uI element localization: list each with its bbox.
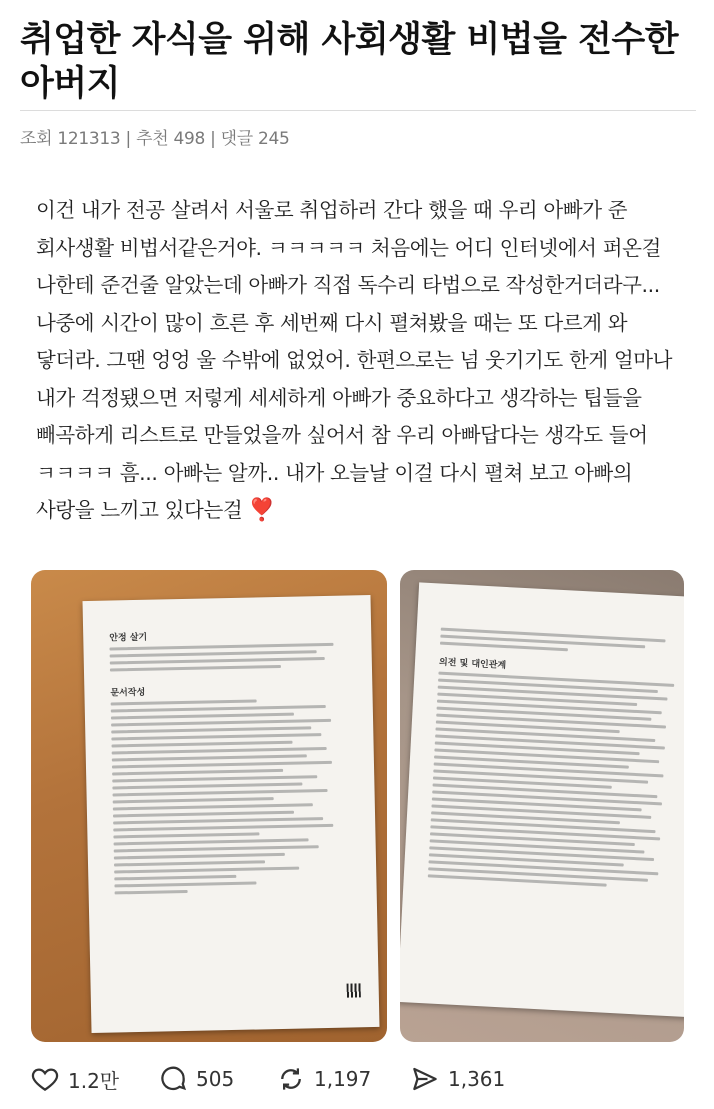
share-button[interactable] (410, 1064, 505, 1094)
qr-code-icon (347, 983, 361, 997)
heart-exclamation-icon: ❣️ (248, 498, 276, 523)
send-icon (410, 1064, 440, 1094)
document-heading: 의전 및 대인관계 (438, 657, 507, 672)
repost-icon (276, 1064, 306, 1094)
comment-count: 댓글 245 (220, 129, 290, 149)
document-heading: 안정 살기 (109, 632, 148, 644)
repost-button[interactable] (276, 1064, 371, 1094)
document-paper (83, 595, 380, 1033)
post-meta (20, 124, 290, 149)
heart-icon (30, 1064, 60, 1094)
post-image-right[interactable] (400, 570, 684, 1042)
post-body-text: 이건 내가 전공 살려서 서울로 취업하러 간다 했을 때 우리 아빠가 준 회사생활 비법서같은거야. ㅋㅋㅋㅋㅋ 처음에는 어디 인터넷에서 퍼온걸 나한테 준건줄 알았는데 아빠가 직접 독수리 타법으로 작성한거더라구... 나중에 시간이 많이 흐른 후 세번째 다시 펼쳐봤을 때는 또 다르게 와 닿더라. 그땐 엉엉 울 수밖에 없었어. 한편으로는 넘 웃기기도 한게 얼마나 내가 걱정됐으면 저렇게 세세하게 아빠가 중요하다고 생각하는 팁들을 빼곡하게 리스트로 만들었을까 싶어서 참 우리 아빠답다는 생각도 들어 ㅋㅋㅋㅋ 흠... 아빠는 알까.. 내가 오늘날 이걸 다시 펼쳐 보고 아빠의 사랑을 느끼고 있다는걸 (36, 198, 673, 522)
share-count: 1,361 (448, 1067, 506, 1091)
comment-bubble-icon (158, 1064, 188, 1094)
post-body (36, 192, 686, 530)
title-divider (20, 110, 696, 111)
like-button[interactable] (30, 1064, 119, 1094)
comment-action-count: 505 (196, 1067, 235, 1091)
meta-separator: | (120, 129, 137, 149)
meta-separator: | (205, 129, 221, 149)
action-bar (30, 1064, 690, 1100)
view-count: 조회 121313 (20, 129, 121, 149)
document-heading: 문서작성 (110, 687, 146, 699)
post-title: 취업한 자식을 위해 사회생활 비법을 전수한 아버지 (20, 20, 679, 104)
repost-count: 1,197 (314, 1067, 372, 1091)
post-image-left[interactable] (31, 570, 387, 1042)
comment-button[interactable] (158, 1064, 234, 1094)
document-paper (400, 582, 684, 1017)
like-count: 1.2만 (68, 1068, 120, 1093)
recommend-count: 추천 498 (136, 129, 205, 149)
